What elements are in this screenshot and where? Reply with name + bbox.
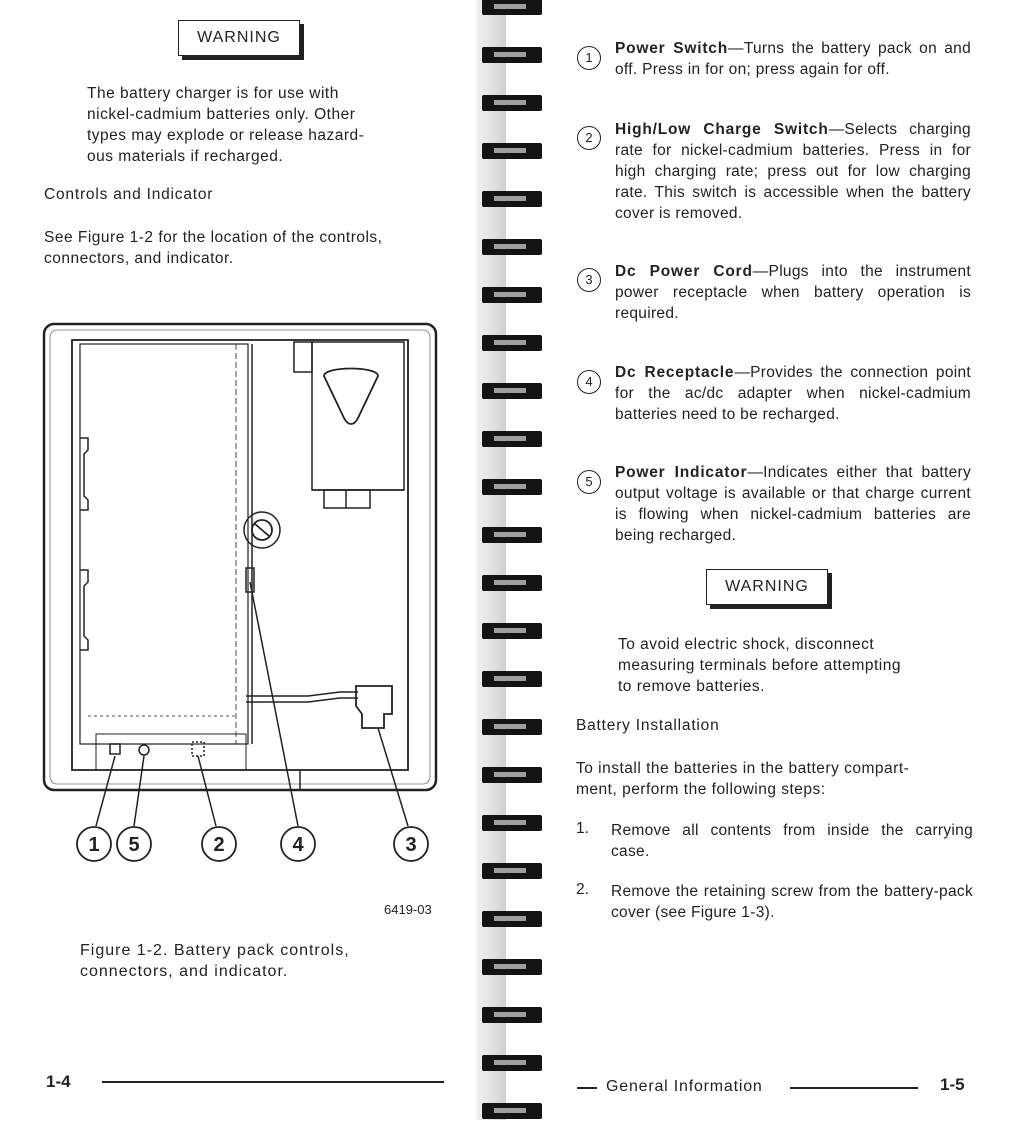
item-term: Dc Power Cord	[615, 263, 753, 280]
section-heading-installation: Battery Installation	[576, 717, 720, 734]
binding-ring	[480, 716, 544, 738]
page-number-left: 1-4	[46, 1072, 71, 1091]
callout-5: 5	[128, 834, 140, 856]
page-number-right: 1-5	[940, 1075, 965, 1094]
item-desc: —Turns the battery pack on and off. Press in for on; press again for off.	[615, 40, 972, 78]
warning-line: nickel-cadmium batteries only. Other	[87, 106, 356, 123]
item-text	[615, 119, 971, 224]
intro-text-right	[576, 758, 974, 800]
item-number-circle: 1	[577, 46, 601, 70]
figure-number: 6419-03	[384, 902, 432, 917]
item-number-circle: 3	[577, 268, 601, 292]
footer-section-label: General Information	[606, 1078, 763, 1095]
warning-line: measuring terminals before attempting	[618, 657, 901, 674]
intro-line: See Figure 1-2 for the location of the controls,	[44, 229, 383, 246]
callout-2: 2	[213, 834, 225, 856]
binding-ring	[480, 380, 544, 402]
binding-ring	[480, 188, 544, 210]
binding-ring	[480, 764, 544, 786]
item-desc: —Plugs into the instrument power receptacle when battery operation is required.	[615, 263, 971, 322]
intro-text-left	[44, 227, 444, 269]
step-number: 2.	[576, 881, 589, 898]
section-heading-controls: Controls and Indicator	[44, 186, 214, 203]
item-desc: —Selects charging rate for nickel-cadmium batteries. Press in for high charging rate; press out for low charging rate. This switch is accessible when the battery cover is removed.	[615, 121, 971, 222]
warning-line: to remove batteries.	[618, 678, 765, 695]
intro-line: connectors, and indicator.	[44, 250, 234, 267]
binding-ring	[480, 1100, 544, 1122]
footer-rule-short	[577, 1087, 597, 1089]
intro-line: ment, perform the following steps:	[576, 781, 826, 798]
binding-ring	[480, 1004, 544, 1026]
step-text: Remove the retaining screw from the battery-pack cover (see Figure 1-3).	[611, 883, 973, 921]
binding-ring	[480, 956, 544, 978]
item-term: Power Switch	[615, 40, 729, 57]
warning-box-left	[178, 20, 300, 56]
binding-ring	[480, 524, 544, 546]
binding-ring	[480, 140, 544, 162]
item-term: High/Low Charge Switch	[615, 121, 829, 138]
item-term: Dc Receptacle	[615, 364, 735, 381]
footer-rule-right	[790, 1087, 918, 1089]
binding-ring	[480, 428, 544, 450]
item-desc: —Indicates either that battery output voltage is available or that charge current is flowing when nickel-cadmium batteries are being recharged.	[615, 464, 971, 544]
item-number-circle: 4	[577, 370, 601, 394]
figure-caption	[80, 940, 420, 982]
caption-line: connectors, and indicator.	[80, 963, 289, 980]
binding-ring	[480, 1052, 544, 1074]
binding-ring	[480, 860, 544, 882]
item-term: Power Indicator	[615, 464, 748, 481]
warning-label: WARNING	[197, 29, 281, 46]
battery-pack-diagram	[40, 320, 440, 890]
binding-ring	[480, 476, 544, 498]
item-text	[615, 38, 971, 80]
binding-ring	[480, 44, 544, 66]
step-number: 1.	[576, 820, 589, 837]
warning-line: To avoid electric shock, disconnect	[618, 636, 875, 653]
binding-ring	[480, 812, 544, 834]
warning-label: WARNING	[725, 578, 809, 595]
binding-spine	[476, 0, 506, 1120]
binding-ring	[480, 668, 544, 690]
item-number-circle: 5	[577, 470, 601, 494]
warning-line: The battery charger is for use with	[87, 85, 339, 102]
warning-line: types may explode or release hazard-	[87, 127, 365, 144]
item-text	[615, 462, 971, 546]
binding-ring	[480, 908, 544, 930]
warning-line: ous materials if recharged.	[87, 148, 284, 165]
binding-ring	[480, 284, 544, 306]
binding-ring	[480, 92, 544, 114]
step-text: Remove all contents from inside the carrying case.	[611, 822, 973, 860]
item-number-circle: 2	[577, 126, 601, 150]
binding-ring	[480, 236, 544, 258]
binding-ring	[480, 620, 544, 642]
item-desc: —Provides the connection point for the ac/dc adapter when nickel-cadmium batteries need to be recharged.	[615, 364, 972, 423]
warning-text-right	[618, 634, 930, 697]
item-text	[615, 261, 971, 324]
intro-line: To install the batteries in the battery compart-	[576, 760, 910, 777]
callout-4: 4	[292, 834, 304, 856]
item-text	[615, 362, 971, 425]
footer-rule-left	[102, 1081, 444, 1083]
binding-ring	[480, 572, 544, 594]
warning-box-right	[706, 569, 828, 605]
binding-ring	[480, 332, 544, 354]
callout-3: 3	[405, 834, 417, 856]
callout-1: 1	[88, 834, 100, 856]
binding-ring	[480, 0, 544, 18]
warning-text-left	[87, 83, 399, 167]
caption-line: Figure 1-2. Battery pack controls,	[80, 942, 350, 959]
